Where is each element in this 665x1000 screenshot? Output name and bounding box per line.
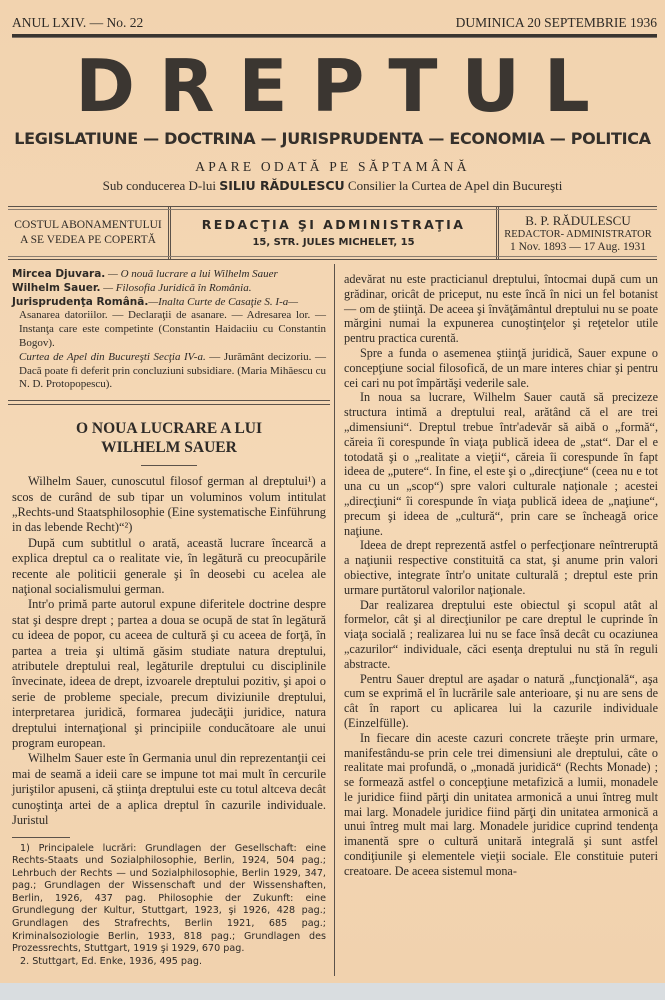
summary-court: Curtea de Apel din Bucureşti Secţia IV-a. [19, 350, 206, 363]
summary-item [12, 296, 326, 310]
masthead-title: DREPTUL [75, 44, 614, 128]
article-title-line-1: O NOUA LUCRARE A LUI [75, 420, 263, 438]
publication-frequency: APARE ODATĂ PE SĂPTAMÂNĂ [195, 159, 470, 174]
founder-dates: 1 Nov. 1893 — 17 Aug. 1931 [510, 240, 646, 253]
issue-summary [12, 268, 326, 405]
issue-number: ANUL LXIV. — No. 22 [12, 15, 144, 30]
info-box [8, 206, 657, 260]
founder-name: B. P. RĂDULESCU [525, 212, 631, 228]
masthead-subjects: LEGISLATIUNE — DOCTRINA — JURISPRUDENTA — ECONOMIA — POLITICA [14, 129, 651, 148]
footnote: 2. Stuttgart, Ed. Enke, 1936, 495 pag. [20, 955, 203, 967]
column-divider [334, 264, 335, 976]
summary-text: — Filosofia Juridică în România. [100, 281, 252, 294]
article-paragraph: Dar realizarea dreptului este obiectul şi scopul atât al formelor, cât şi al direcţiunilor pe care dreptul le cuprinde în viaţa socială ; realizarea lui nu se face însă decât cu ocaziunea „cazurilor“ individuale, căci esenţa dreptului nu stă în reguli abstracte. [344, 597, 658, 671]
left-column [12, 268, 326, 968]
office-address: 15, STR. JULES MICHELET, 15 [252, 237, 415, 248]
article-paragraph: Wilhelm Sauer este în Germania unul din reprezentanţii cei mai de seamă a ideii care se impune tot mai mult în cercurile juriştilor apuseni, că ştiinţa dreptului este cu totul altceva decât cunoştinţa artei de a aplica dreptul în cazurile individuale. Juristul [12, 751, 326, 828]
office-cell [168, 207, 499, 259]
summary-detail: Asanarea datoriilor. — Declaraţii de asanare. — Adresarea lor. — Instanţa care este competinte (Constantin Haidaciiu cu Constantin Bogov). [19, 309, 326, 349]
article-paragraph: In noua sa lucrare, Wilhelm Sauer caută să precizeze structura intimă a dreptului real, arătând că el are trei „dimensiuni“. Dreptul trebue într'adevăr să aibă o „formă“, căreia îi corespunde în viaţa publică ideea de „stat“. Dar el e totodată şi o „realitate a vieţii“, căreia îi corespunde în fapt ideea de „putere“. In fine, el este şi o „direcţiune“ (ceea nu e tot una cu un „scop“) spre valori culturale naţionale ; acestei „direcţiuni“ îi corespunde în viaţa publică ideea de „naţiune“, precum şi ideea de „cultură“, prin care se încheagă orice naţiune. [344, 390, 658, 538]
article-paragraph: Pentru Sauer dreptul are aşadar o natură „funcţională“, aşa cum se exprimă el în lucrările sale anterioare, şi nu are sens de cât în raport cu aplicarea lui la cazurile individuale (Einzelfülle). [344, 671, 658, 730]
article-paragraph: Ideea de drept reprezentă astfel o perfecţionare neîntreruptă a naţiunii respective constituită ca stat, şi anume prin valori obiective, integrate într'o unitate culturală ; dreptul este prin urmare purtătorul valorilor naţionale. [344, 538, 658, 597]
editorial-direction [0, 177, 665, 195]
footnotes [12, 843, 326, 969]
summary-author: Jurisprudenţa Română. [12, 295, 149, 308]
article-paragraph: Spre a funda o asemenea ştiinţă juridică, Sauer expune o concepţiune social filosofică, de un mare interes chiar şi pentru cei cari nu pot împărtăşi vederile sale. [344, 345, 658, 390]
article-paragraph: In fiecare din aceste cazuri concrete trăeşte prin urmare, manifestându-se prin cele trei dimensiuni ale dreptului, câte o realitate mai profundă, o „monadă juridică“ (Rechts Monade) ; se formează astfel o concepţiune metafizică a lumii, monadele le juridice fiind părţi din unitatea armonică a unui întreg mult mai larg. Monadele juridice fiind părţi din unitatea armonică a unui întreg mult mai larg. Monadele juridice cuprind tendenţa imanentă spre o cultură unitară integrală şi sunt astfel condiţiunile şi elementele vieţii sociale. Ele constituie puteri creatoare. De aceea sistemul mona- [344, 730, 658, 878]
subscription-line-1: COSTUL ABONAMENTULUI [14, 219, 162, 231]
article-title-line-2: WILHELM SAUER [101, 439, 237, 457]
article-paragraph: Intr'o primă parte autorul expune diferitele doctrine despre stat şi despre drept ; partea a doua se ocupă de stat în legătură cu ideea de popor, cu aceea de cultură şi cu aceea de forţă, în partea a treia şi ultimă găsim studiate natura dreptului, atributele dreptului real, legăturile dreptului cu disciplinile învecinate, ideea de drept, izvoarele dreptului pozitiv, şi apoi o serie de probleme speciale, precum diviziunile dreptului, interpretarea juridică, formarea judecăţii juridice, natura dreptului internaţional şi principiile conducătoare ale unui program european. [12, 597, 326, 751]
summary-item [12, 282, 326, 296]
office-title: REDACŢIA ŞI ADMINISTRAŢIA [201, 217, 466, 232]
right-column [344, 272, 658, 879]
direction-prefix: Sub conducerea D-lui [102, 178, 216, 193]
issue-line [12, 14, 657, 32]
summary-author: Mircea Djuvara. [12, 268, 106, 280]
founder-cell [499, 207, 657, 259]
article-paragraph: După cum subtitlul o arată, această lucrare încearcă a explica dreptul ca o realitate vie, în legătură cu preocupările recente ale politicii generale şi în deosebi cu acelea ale naţional socialismului german. [12, 535, 326, 597]
director-name: SILIU RĂDULESCU [219, 178, 345, 193]
header-rule [12, 34, 657, 38]
founder-role: REDACTOR- ADMINISTRATOR [504, 228, 652, 240]
summary-item [12, 268, 326, 282]
article-paragraph: adevărat nu este practicianul dreptului, întocmai după cum un grădinar, oricât de priceput, nu este încă în nici un fel botanist — om de ştiinţă. De aceea şi învăţământul dreptului nu se poate mărgini numai la expunerea cunoştinţelor şi reţetelor utile pentru practica curentă. [344, 272, 658, 346]
summary-text: — O nouă lucrare a lui Wilhelm Sauer [105, 268, 278, 280]
footnote: 1) Principalele lucrări: Grundlagen der Gesellschaft: eine Rechts-Staats und Sozialphilosophie, Berlin, 1924, 504 pag.; Lehrbuch der Rechts — und Sozialphilosophie, Berlin 1929, 347, pag.; Grundlagen der Wissenschaft und der Wissenshaften, Berlin, 1926, 437 pag. Philosophie der Zukunft: eine Grundlegung der Kultur, Stuttgart, 1923, şi 1926, 428 pag.; Grundlagen des Strafrechts, Berlin 1921, 685 pag.; Kriminalsoziologie Berlin, 1933, 818 pag.; Grundlagen des Prozessrechts, Stuttgart, 1919 şi 1929, 670 pag. [12, 842, 326, 955]
article-title [12, 419, 326, 457]
subscription-line-2: A SE VEDEA PE COPERTĂ [20, 234, 156, 246]
summary-court-detail: — Jurământ decizoriu. — Dacă poate fi deferit prin concluziuni subsidiare. (Maria Mihăescu cu N. D. Protopopescu). [19, 350, 326, 391]
direction-suffix: Consilier la Curtea de Apel din Bucureşti [347, 178, 563, 193]
article-paragraph: Wilhelm Sauer, cunoscutul filosof german al dreptului¹) a scos de curând de sub tipar un voluminos volum intitulat „Rechts-und Staatsphilosophie (Eine systematische Einführung in das lebende Recht)“²) [12, 474, 326, 535]
issue-date: DUMINICA 20 SEPTEMBRIE 1936 [455, 15, 657, 30]
summary-rule [8, 400, 330, 405]
summary-text: —Inalta Curte de Casaţie S. I-a— [148, 295, 299, 308]
summary-author: Wilhelm Sauer. [12, 281, 101, 294]
title-rule [141, 465, 197, 466]
subscription-cell [8, 207, 168, 259]
summary-detail [12, 351, 326, 392]
footnote-rule [12, 837, 70, 838]
